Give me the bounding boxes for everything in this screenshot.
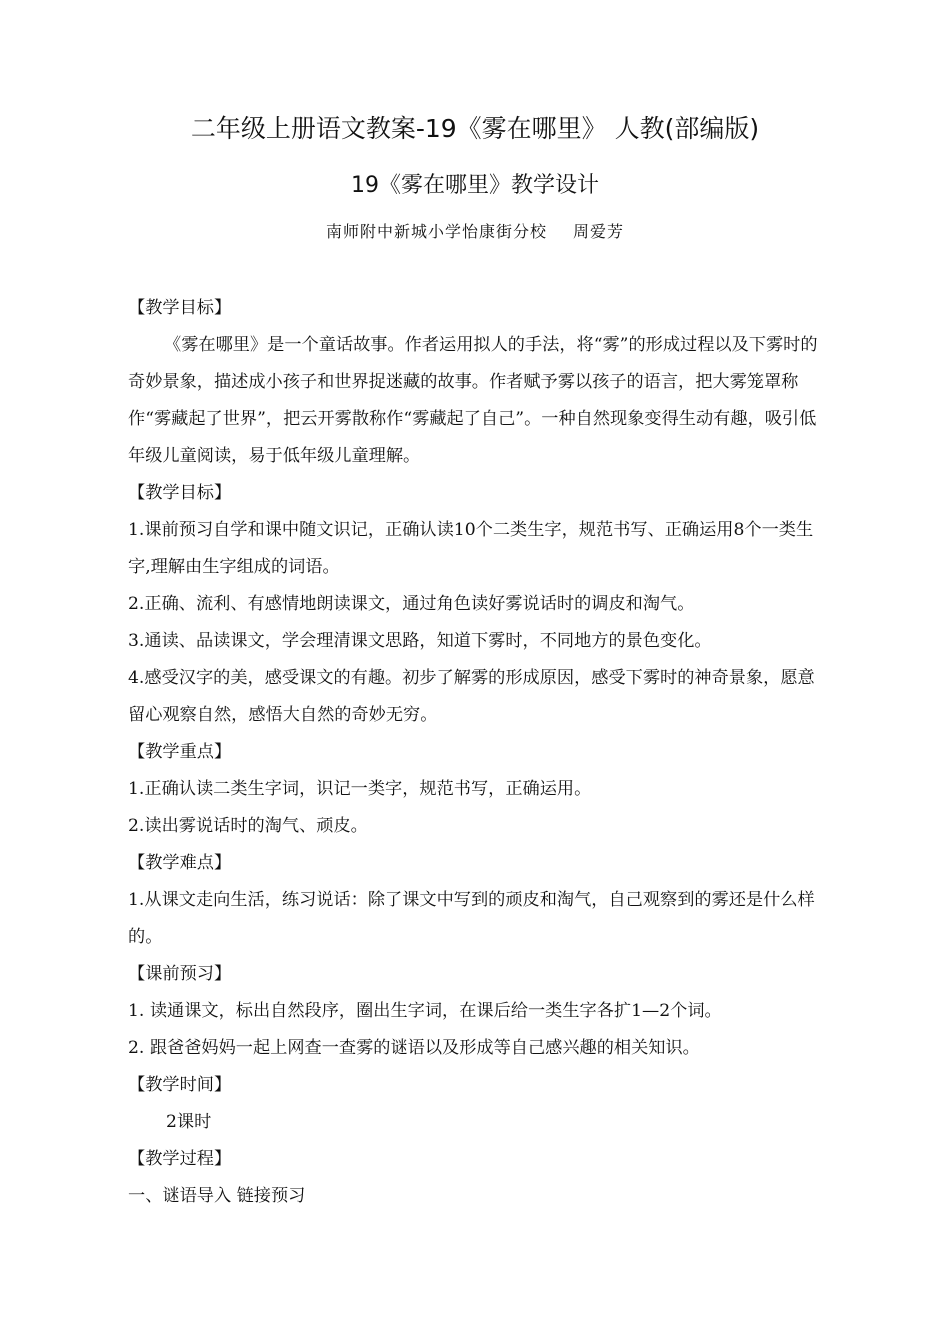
intro-paragraph: 《雾在哪里》是一个童话故事。作者运用拟人的手法，将“雾”的形成过程以及下雾时的奇妙景象，描述成小孩子和世界捉迷藏的故事。作者赋予雾以孩子的语言，把大雾笼罩称作“雾藏起了世界”，把云开雾散称作“雾藏起了自己”。一种自然现象变得生动有趣，吸引低年级儿童阅读，易于低年级儿童理解。 xyxy=(128,335,818,466)
preview-item: 1. 读通课文，标出自然段序，圈出生字词，在课后给一类生字各扩1—2个词。 xyxy=(128,1001,722,1021)
goal-item: 1.课前预习自学和课中随文识记，正确认读10个二类生字，规范书写、正确运用8个一类生字,理解由生字组成的词语。 xyxy=(128,520,814,577)
time-value: 2课时 xyxy=(166,1112,212,1132)
section-heading-goals: 【教学目标】 xyxy=(128,298,232,318)
section-heading-preview: 【课前预习】 xyxy=(128,964,232,984)
goal-item: 4.感受汉字的美，感受课文的有趣。初步了解雾的形成原因，感受下雾时的神奇景象，愿意留心观察自然，感悟大自然的奇妙无穷。 xyxy=(128,668,815,725)
process-step: 一、谜语导入 链接预习 xyxy=(128,1186,306,1206)
goal-item: 3.通读、品读课文，学会理清课文思路，知道下雾时，不同地方的景色变化。 xyxy=(128,631,712,651)
preview-item: 2. 跟爸爸妈妈一起上网查一查雾的谜语以及形成等自己感兴趣的相关知识。 xyxy=(128,1038,700,1058)
document-body xyxy=(128,290,828,1215)
author-school: 南师附中新城小学怡康街分校 xyxy=(325,222,547,241)
section-heading-difficulties: 【教学难点】 xyxy=(128,853,232,873)
difficulty-item: 1.从课文走向生活，练习说话：除了课文中写到的顽皮和淘气，自己观察到的雾还是什么样的。 xyxy=(128,890,815,947)
document-title: 二年级上册语文教案-19《雾在哪里》 人教(部编版) xyxy=(190,114,760,143)
goal-item: 2.正确、流利、有感情地朗读课文，通过角色读好雾说话时的调皮和淘气。 xyxy=(128,594,695,614)
section-heading-time: 【教学时间】 xyxy=(128,1075,232,1095)
section-heading-process: 【教学过程】 xyxy=(128,1149,232,1169)
section-heading-goals-2: 【教学目标】 xyxy=(128,483,232,503)
author-line xyxy=(0,220,950,244)
key-point-item: 2.读出雾说话时的淘气、顽皮。 xyxy=(128,816,368,836)
author-name: 周爱芳 xyxy=(573,222,625,241)
section-heading-key-points: 【教学重点】 xyxy=(128,742,232,762)
document-subtitle: 19《雾在哪里》教学设计 xyxy=(351,173,599,198)
key-point-item: 1.正确认读二类生字词，识记一类字，规范书写，正确运用。 xyxy=(128,779,592,799)
